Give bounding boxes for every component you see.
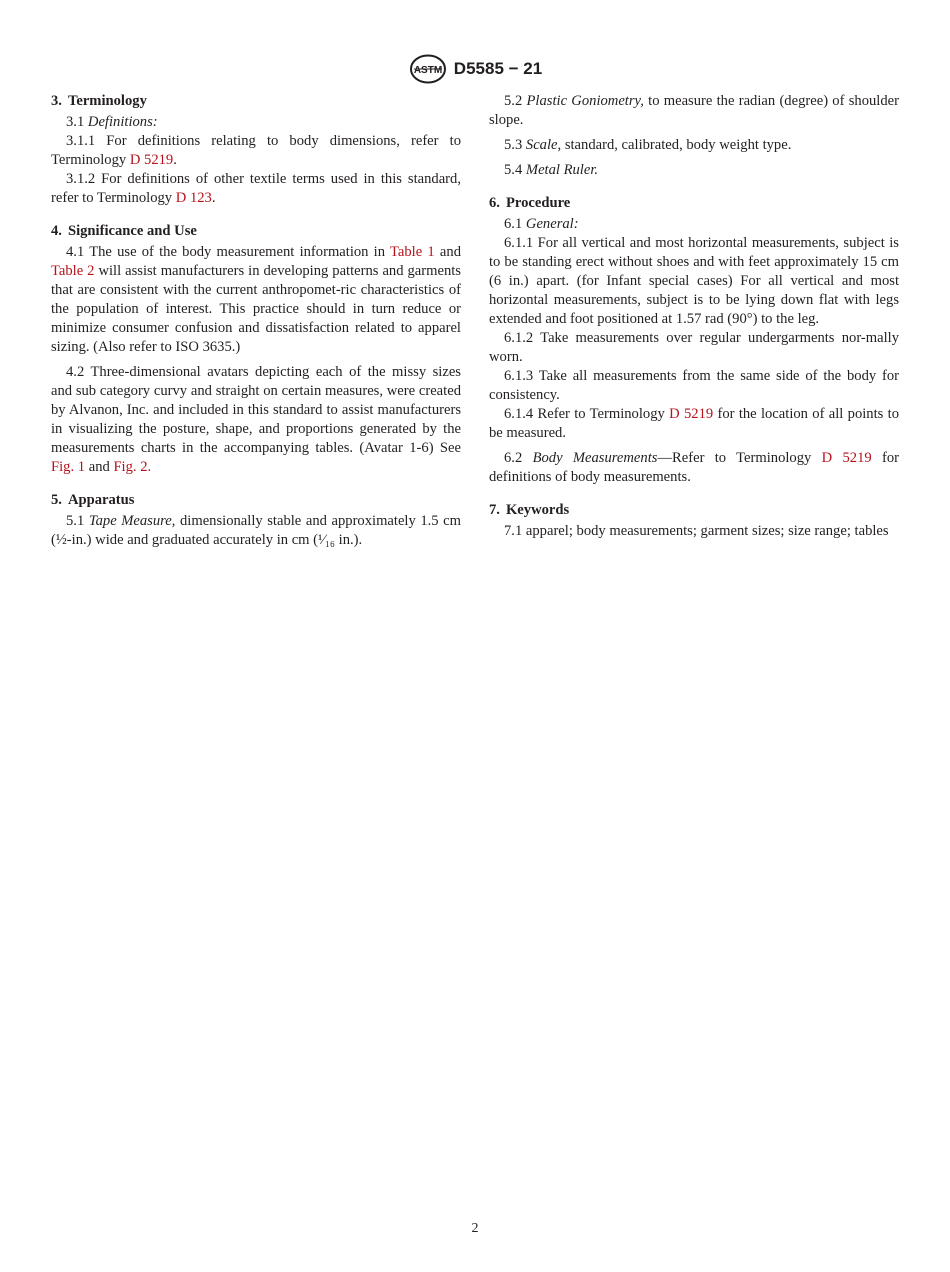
section-significance (51, 222, 461, 477)
paragraph-5-1: 5.1 Tape Measure, dimensionally stable and approximately 1.5 cm (½-in.) wide and graduated accurately in cm (¹⁄₁₆ in.). (51, 513, 461, 548)
link-table-1[interactable]: Table 1 (389, 244, 435, 260)
link-d5219[interactable]: D 5219 (821, 450, 872, 466)
paragraph-3-1-1: 3.1.1 For definitions relating to body dimensions, refer to Terminology D 5219. (51, 133, 461, 168)
paragraph-4-1: 4.1 The use of the body measurement information in Table 1 and Table 2 will assist manufacturers in developing patterns and garments that are consistent with the current anthropomet-ric characteristics of the population of interest. This practice should in turn reduce or minimize consumer confusion and dissatisfaction related to apparel sizing. (Also refer to ISO 3635.) (51, 244, 461, 355)
paragraph-6-1-4: 6.1.4 Refer to Terminology D 5219 for the location of all points to be measured. (489, 406, 899, 441)
section-heading: 4. Significance and Use (51, 223, 197, 239)
paragraph-5-3: 5.3 Scale, standard, calibrated, body weight type. (504, 137, 792, 153)
link-d123[interactable]: D 123 (175, 190, 212, 206)
svg-text:ASTM: ASTM (413, 65, 442, 76)
apparatus-continued (489, 92, 899, 180)
document-code: D5585 − 21 (453, 59, 543, 78)
section-heading: 5. Apparatus (51, 492, 135, 508)
section-apparatus (51, 491, 461, 550)
link-fig-2[interactable]: Fig. 2. (113, 459, 152, 475)
paragraph-3-1: 3.1 Definitions: (66, 114, 158, 130)
section-terminology (51, 92, 461, 208)
left-column (51, 92, 461, 564)
section-keywords (489, 501, 899, 541)
section-heading: 6. Procedure (489, 195, 571, 211)
paragraph-4-2: 4.2 Three-dimensional avatars depicting each of the missy sizes and sub category curvy and straight on certain measures, were created by Alvanon, Inc. and included in this standard to assist manufacturers in visualizing the posture, shape, and proportions generated by the measurements charts in the accompanying tables. (Avatar 1-6) See Fig. 1 and Fig. 2. (51, 364, 461, 475)
astm-logo-icon (408, 54, 448, 84)
section-heading: 3. Terminology (51, 93, 147, 109)
right-column (489, 92, 899, 555)
paragraph-5-4: 5.4 Metal Ruler. (504, 162, 599, 178)
paragraph-5-2: 5.2 Plastic Goniometry, to measure the radian (degree) of shoulder slope. (489, 93, 899, 128)
paragraph-6-1: 6.1 General: (504, 216, 579, 232)
link-d5219[interactable]: D 5219 (129, 152, 174, 168)
link-table-2[interactable]: Table 2 (51, 263, 95, 279)
paragraph-7-1: 7.1 apparel; body measurements; garment sizes; size range; tables (504, 523, 889, 539)
paragraph-6-1-3: 6.1.3 Take all measurements from the same side of the body for consistency. (489, 368, 899, 403)
page-number: 2 (471, 1221, 479, 1236)
link-d5219[interactable]: D 5219 (669, 406, 714, 422)
link-fig-1[interactable]: Fig. 1 (51, 459, 86, 475)
section-procedure (489, 194, 899, 487)
paragraph-3-1-2: 3.1.2 For definitions of other textile terms used in this standard, refer to Terminology D 123. (51, 171, 461, 206)
paragraph-6-1-1: 6.1.1 For all vertical and most horizontal measurements, subject is to be standing erect without shoes and with feet approximately 15 cm (6 in.) apart. (for Infant special cases) For all vertical and most horizontal measurements, subject is to be lying down flat with legs extended and foot positioned at 1.57 rad (90°) to the leg. (489, 235, 899, 327)
section-heading: 7. Keywords (489, 502, 570, 518)
paragraph-6-1-2: 6.1.2 Take measurements over regular undergarments nor-mally worn. (489, 330, 899, 365)
page-header (0, 54, 950, 84)
paragraph-6-2: 6.2 Body Measurements—Refer to Terminology D 5219 for definitions of body measurements. (489, 450, 899, 485)
